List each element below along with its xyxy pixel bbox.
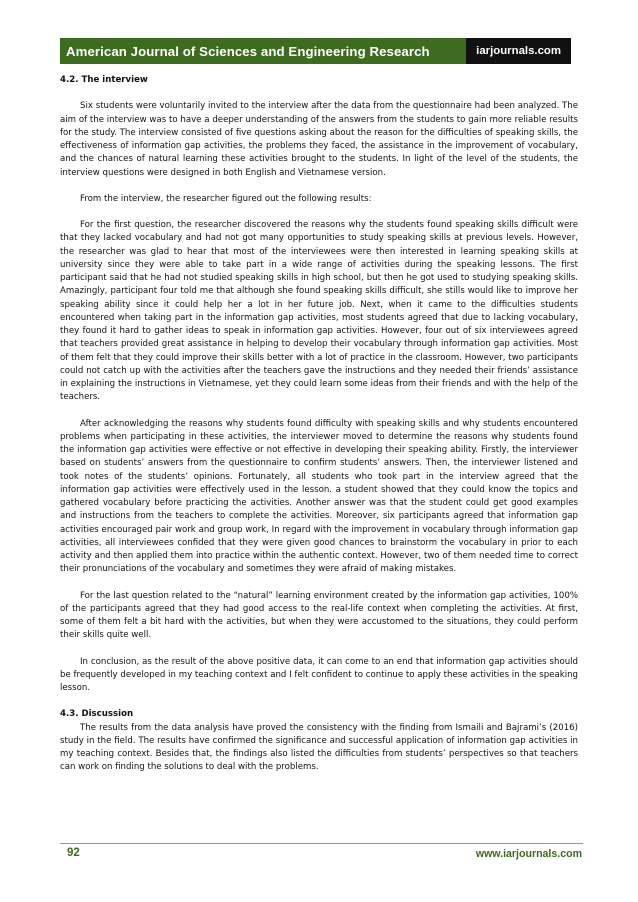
header-site-badge[interactable]: iarjournals.com (466, 38, 571, 64)
journal-header-bar (60, 38, 571, 64)
section-heading-discussion: 4.3. Discussion (60, 709, 134, 720)
page-number: 92 (67, 847, 80, 859)
journal-title: American Journal of Sciences and Engineering Research (66, 43, 430, 59)
paragraph: From the interview, the researcher figured out the following results: (80, 193, 372, 204)
paragraph: The results from the data analysis have proved the consistency with the finding from Ismaili and Bajrami’s (2016) study in the field. The results have confirmed the significance and successful application of information gap activities in my teaching context. Besides that, the findings also listed the difficulties from students’ perspectives so that teachers can work on finding the solutions to deal with the problems. (60, 722, 578, 773)
paragraph: After acknowledging the reasons why students found difficulty with speaking skills and why students encountered problems when participating in these activities, the interviewer moved to determine the reasons why students found the information gap activities were effective or not effective in developing their speaking ability. Firstly, the interviewer based on students’ answers from the questionnaire to confirm students’ answers. Then, the interviewer listened and took notes of the students’ opinions. Fortunately, all students who took part in the interview agreed that the information gap activities were effectively used in the lesson. a student showed that they could know the topics and gathered vocabulary before practicing the activities. Another answer was that the student could get good examples and instructions from the teachers to complete the activities. Moreover, six participants agreed that information gap activities encouraged pair work and group work, In regard with the improvement in vocabulary through information gap activities, all interviewees confided that they were given good chances to brainstorm the vocabulary in prior to each activity and then applied them into practice within the authentic context. However, two of them needed time to correct their pronunciations of the vocabulary and sometimes they were afraid of making mistakes. (60, 418, 578, 575)
footer-divider (60, 843, 583, 844)
paragraph: For the first question, the researcher discovered the reasons why the students found speaking skills difficult were that they lacked vocabulary and had not got many opportunities to study speaking skills at previous levels. However, the researcher was glad to hear that most of the interviewees were then interested in learning speaking skills at university since they were able to take part in a wide range of activities during the speaking lessons. The first participant said that he had not studied speaking skills in high school, but then he got used to studying speaking skills. Amazingly, participant four told me that although she found speaking skills difficult, she stills would like to improve her speaking ability since it could help her a lot in her future job. Next, when it came to the difficulties students encountered when taking part in the information gap activities, most students agreed that due to lacking vocabulary, they found it hard to gather ideas to speak in information gap activities. However, four out of six interviewees agreed that teachers provided great assistance in helping to develop their vocabulary through information gap activities. Most of them felt that they could improve their skills better with a lot of practice in the classroom. However, two participants could not catch up with the activities after the teachers gave the instructions and they needed their friends’ assistance in explaining the instructions in Vietnamese, yet they could learn some ideas from their friends and with the help of the teachers. (60, 220, 578, 403)
section-heading-interview: 4.2. The interview (60, 75, 148, 85)
paragraph: Six students were voluntarily invited to the interview after the data from the questionnaire had been analyzed. The aim of the interview was to have a deeper understanding of the answers from the students to gain more reliable results for the study. The interview consisted of five questions asking about the reason for the difficulties of speaking skills, the effectiveness of information gap activities, the problems they faced, the assistance in the improvement of vocabulary, and the chances of natural learning these activities brought to the students. In light of the level of the students, the interview questions were designed in both English and Vietnamese version. (60, 101, 578, 178)
footer-site-link[interactable]: www.iarjournals.com (475, 848, 582, 860)
paragraph: In conclusion, as the result of the above positive data, it can come to an end that information gap activities should be frequently developed in my teaching context and I felt confident to continue to apply these activities in the speaking lesson. (60, 656, 578, 693)
paragraph: For the last question related to the “natural” learning environment created by the information gap activities, 100% of the participants agreed that they had good access to the real-life context when completing the activities. At first, some of them felt a bit hard with the activities, but when they were accustomed to the situations, they could perform their skills quite well. (60, 590, 578, 641)
article-body (60, 74, 578, 775)
